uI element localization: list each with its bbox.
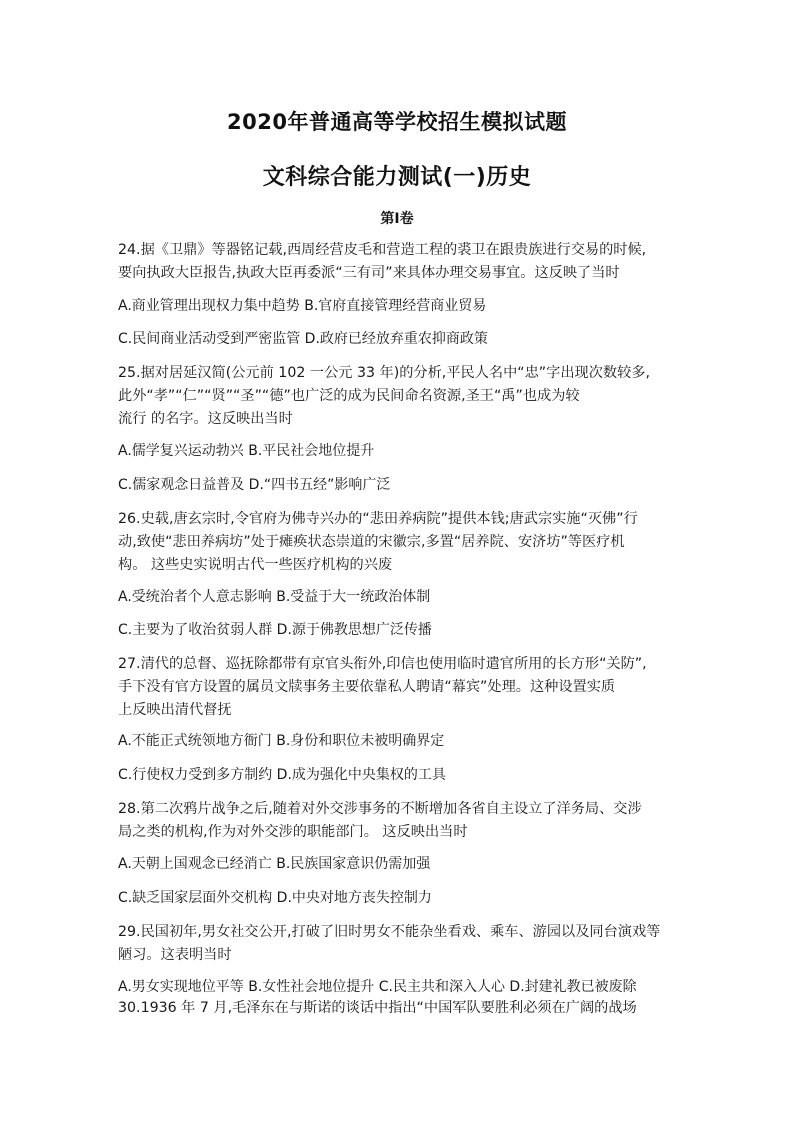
question-25-options-ab: A.儒学复兴运动勃兴 B.平民社会地位提升 [118, 443, 375, 459]
question-24-options-ab: A.商业管理出现权力集中趋势 B.官府直接管理经营商业贸易 [118, 298, 487, 314]
question-28-stem-line: 28.第二次鸦片战争之后,随着对外交涉事务的不断增加各省自主设立了洋务局、交涉 [118, 801, 642, 817]
question-29-stem-line: 陋习。这表明当时 [118, 947, 232, 963]
question-26-options-ab: A.受统治者个人意志影响 B.受益于大一统政治体制 [118, 589, 431, 605]
question-27-stem-line: 上反映出清代督抚 [118, 702, 232, 718]
question-29-stem-line: 29.民国初年,男女社交公开,打破了旧时男女不能杂坐看戏、乘车、游园以及同台演戏等 [118, 924, 661, 940]
question-28-options-cd: C.缺乏国家层面外交机构 D.中央对地方丧失控制力 [118, 890, 432, 906]
question-25-options-cd: C.儒家观念日益普及 D.“四书五经”影响广泛 [118, 477, 391, 493]
question-29-options: A.男女实现地位平等 B.女性社会地位提升 C.民主共和深入人心 D.封建礼教已被废除 [118, 979, 637, 995]
question-26-options-cd: C.主要为了收治贫弱人群 D.源于佛教思想广泛传播 [118, 622, 432, 638]
question-28-options-ab: A.天朝上国观念已经消亡 B.民族国家意识仍需加强 [118, 856, 431, 872]
question-25-stem-line: 25.据对居延汉简(公元前 102 一公元 33 年)的分析,平民人名中“忠”字出现次数较多, [118, 365, 650, 381]
question-24-stem-line: 要向执政大臣报告,执政大臣再委派“三有司”来具体办理交易事宜。这反映了当时 [118, 265, 620, 281]
question-25-stem-line: 此外“孝”“仁”“贤”“圣”“德”也广泛的成为民间命名资源,圣王“禹”也成为较 [118, 388, 580, 404]
question-30-stem-line: 30.1936 年 7 月,毛泽东在与斯诺的谈话中指出“中国军队要胜利必须在广阔的战场 [118, 1000, 637, 1016]
question-25-stem-line: 流行 的名字。这反映出当时 [118, 411, 293, 427]
section-heading: 第Ⅰ卷 [380, 211, 414, 227]
question-24-stem-line: 24.据《卫鼎》等器铭记载,西周经营皮毛和营造工程的裘卫在跟贵族进行交易的时候, [118, 242, 647, 258]
question-27-stem-line: 27.清代的总督、巡抚除都带有京官头衔外,印信也使用临时遣官所用的长方形“关防”, [118, 656, 647, 672]
question-27-options-cd: C.行使权力受到多方制约 D.成为强化中央集权的工具 [118, 767, 446, 783]
question-28-stem-line: 局之类的机构,作为对外交涉的职能部门。 这反映出当时 [118, 824, 468, 840]
question-26-stem-line: 26.史载,唐玄宗时,令官府为佛寺兴办的“悲田养病院”提供本钱;唐武宗实施“灭佛”行 [118, 511, 638, 527]
exam-subtitle: 文科综合能力测试(一)历史 [262, 165, 532, 190]
question-27-options-ab: A.不能正式统领地方衙门 B.身份和职位未被明确界定 [118, 733, 445, 749]
question-26-stem-line: 构。 这些史实说明古代一些医疗机构的兴废 [118, 557, 393, 573]
question-24-options-cd: C.民间商业活动受到严密监管 D.政府已经放弃重农抑商政策 [118, 331, 488, 347]
exam-title: 2020年普通高等学校招生模拟试题 [227, 110, 567, 134]
question-26-stem-line: 动,致使“悲田养病坊”处于瘫痪状态崇道的宋徽宗,多置“居养院、安济坊”等医疗机 [118, 534, 625, 550]
question-27-stem-line: 手下没有官方设置的属员文牍事务主要依靠私人聘请“幕宾”处理。这种设置实质 [118, 679, 616, 695]
